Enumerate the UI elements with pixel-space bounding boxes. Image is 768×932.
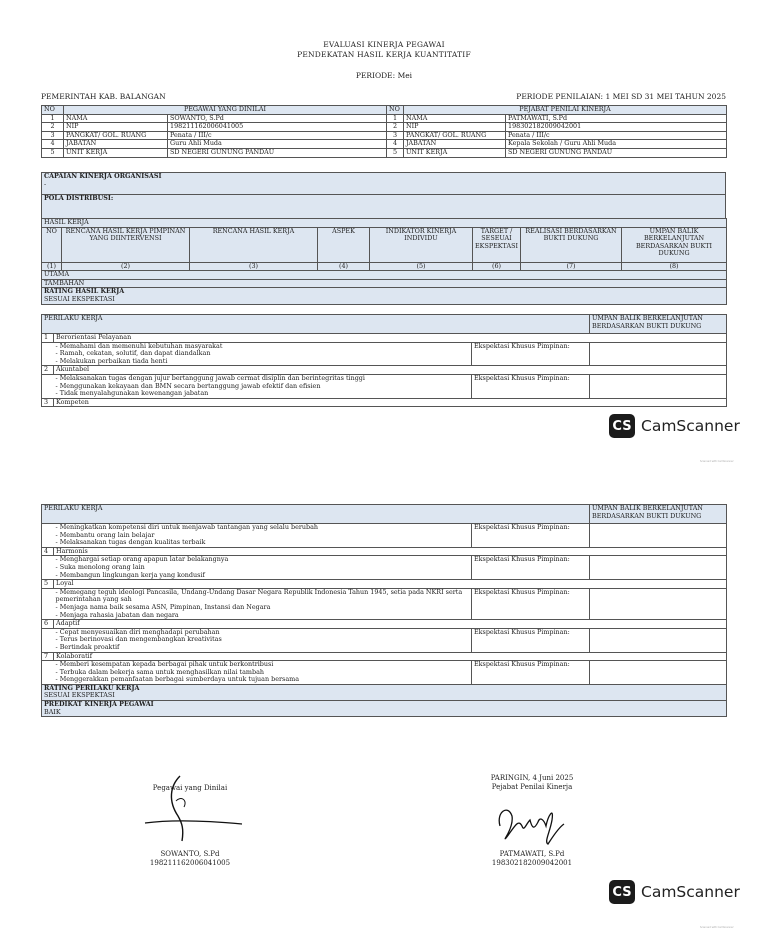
predikat-value: BAIK — [44, 707, 61, 716]
row-no-2: 2 — [387, 123, 404, 132]
perilaku-category-row — [42, 620, 727, 629]
pegawai-table — [41, 105, 727, 158]
row-no: 1 — [42, 114, 64, 123]
hasil-kerja-col-number: (5) — [370, 262, 473, 271]
perilaku-name: Kompeten — [54, 398, 727, 407]
pejabat-header: PEJABAT PENILAI KINERJA — [404, 106, 727, 115]
ekspektasi-label: Ekspektasi Khusus Pimpinan: — [472, 556, 590, 580]
hasil-kerja-col-header: TARGET / SESEUAI EKSPEKTASI — [473, 227, 521, 262]
hasil-kerja-col-header: UMPAN BALIK BERKELANJUTAN BERDASARKAN BUKTI DUKUNG — [622, 227, 727, 262]
perilaku-header-row — [42, 315, 727, 334]
perilaku-header: PERILAKU KERJA — [42, 315, 590, 334]
umpan-balik-cell — [590, 628, 727, 652]
left-role: Pegawai yang Dinilai — [152, 784, 228, 792]
perilaku-indent — [42, 661, 54, 685]
row-label-2: JABATAN — [404, 140, 506, 149]
umpan-balik-cell — [590, 556, 727, 580]
perilaku-indent — [42, 628, 54, 652]
row-no-2: 3 — [387, 131, 404, 140]
perilaku-indent — [42, 374, 54, 398]
perilaku-name: Berorientasi Pelayanan — [54, 334, 727, 343]
perilaku-items-row — [42, 342, 727, 366]
row-label-2: NIP — [404, 123, 506, 132]
perilaku-items — [54, 374, 472, 398]
right-signer-block — [432, 850, 632, 868]
capaian-label: CAPAIAN KINERJA ORGANISASI — [44, 172, 162, 180]
perilaku-item: - Suka menolong orang lain — [55, 562, 145, 571]
pegawai-row — [42, 131, 727, 140]
ekspektasi-label: Ekspektasi Khusus Pimpinan: — [472, 588, 590, 619]
row-label-2: NAMA — [404, 114, 506, 123]
no-header-2: NO — [387, 106, 404, 115]
pejabat-value: Kepala Sekolah / Guru Ahli Muda — [506, 140, 727, 149]
camscanner-text: CamScanner — [641, 417, 740, 435]
perilaku-no: 4 — [42, 547, 54, 556]
row-label: UNIT KERJA — [64, 148, 168, 157]
perilaku-name: Loyal — [54, 580, 727, 589]
pejabat-value: 198302182009042001 — [506, 123, 727, 132]
hasil-kerja-col-number: (1) — [42, 262, 62, 271]
hasil-kerja-col-header: RENCANA HASIL KERJA — [190, 227, 318, 262]
capaian-value: - — [44, 179, 47, 188]
perilaku-item: - Melaksanakan tugas dengan kualitas terbaik — [55, 538, 206, 547]
umpan-balik-header-2: UMPAN BALIK BERKELANJUTAN BERDASARKAN BUKTI DUKUNG — [590, 505, 727, 524]
pegawai-header: PEGAWAI YANG DINILAI — [64, 106, 387, 115]
perilaku-items — [54, 524, 472, 548]
perilaku-item: - Bertindak proaktif — [55, 642, 120, 651]
document-title — [0, 40, 768, 60]
perilaku-items — [54, 556, 472, 580]
camscanner-watermark-1 — [609, 414, 740, 438]
perilaku-indent — [42, 588, 54, 619]
hasil-kerja-col-number: (4) — [318, 262, 370, 271]
perilaku-item: - Menggerakkan pemanfaatan berbagai sumberdaya untuk tujuan bersama — [55, 675, 300, 684]
row-label: NIP — [64, 123, 168, 132]
camscanner-watermark-2 — [609, 880, 740, 904]
left-signature-image — [140, 771, 250, 843]
perilaku-item: - Membantu orang lain belajar — [55, 530, 155, 539]
hasil-kerja-col-header: RENCANA HASIL KERJA PIMPINAN YANG DIINTERVENSI — [62, 227, 190, 262]
perilaku-item: - Menggunakan kekayaan dan BMN secara bertanggung jawab efektif dan efisien — [55, 381, 321, 390]
predikat-cell — [42, 701, 727, 717]
hasil-kerja-col-header: REALISASI BERDASARKAN BUKTI DUKUNG — [521, 227, 622, 262]
perilaku-header-2: PERILAKU KERJA — [42, 505, 590, 524]
perilaku-category-row — [42, 398, 727, 407]
camscanner-logo-icon-2: CS — [609, 880, 635, 904]
rating-hasil-cell — [42, 288, 727, 304]
perilaku-name: Akuntabel — [54, 366, 727, 375]
row-no-2: 1 — [387, 114, 404, 123]
perilaku-category-row — [42, 334, 727, 343]
pegawai-value: 198211162006041005 — [168, 123, 387, 132]
left-nip: 198211162006041005 — [149, 859, 231, 867]
row-label: NAMA — [64, 114, 168, 123]
ekspektasi-label: Ekspektasi Khusus Pimpinan: — [472, 661, 590, 685]
perilaku-items — [54, 628, 472, 652]
hasil-kerja-col-header: NO — [42, 227, 62, 262]
row-label-2: UNIT KERJA — [404, 148, 506, 157]
pegawai-table-header — [42, 106, 727, 115]
header-line — [41, 92, 726, 101]
perilaku-item: - Melakukan perbaikan tiada henti — [55, 356, 168, 365]
pegawai-value: Guru Ahli Muda — [168, 140, 387, 149]
pejabat-value: Penata / III/c — [506, 131, 727, 140]
perilaku-no: 2 — [42, 366, 54, 375]
right-nip: 198302182009042001 — [491, 859, 573, 867]
perilaku-item: - Memberi kesempatan kepada berbagai pihak untuk berkontribusi — [55, 660, 274, 669]
row-label-2: PANGKAT/ GOL. RUANG — [404, 131, 506, 140]
perilaku-items-row — [42, 374, 727, 398]
right-name: PATMAWATI, S.Pd — [499, 850, 565, 858]
hasil-kerja-col-number: (8) — [622, 262, 727, 271]
pegawai-row — [42, 148, 727, 157]
row-no-2: 5 — [387, 148, 404, 157]
perilaku-items-row — [42, 628, 727, 652]
ekspektasi-label: Ekspektasi Khusus Pimpinan: — [472, 524, 590, 548]
ekspektasi-label: Ekspektasi Khusus Pimpinan: — [472, 374, 590, 398]
perilaku-item: - Terus berinovasi dan mengembangkan kreativitas — [55, 635, 222, 644]
hasil-kerja-columns — [42, 227, 727, 262]
perilaku-header-row-2 — [42, 505, 727, 524]
perilaku-item: - Membangun lingkungan kerja yang kondusif — [55, 570, 205, 579]
perilaku-items-row — [42, 588, 727, 619]
row-no: 4 — [42, 140, 64, 149]
perilaku-indent — [42, 524, 54, 548]
utama-label: UTAMA — [42, 271, 727, 280]
perilaku-no: 5 — [42, 580, 54, 589]
periode-label: PERIODE: Mei — [355, 71, 413, 80]
umpan-balik-header: UMPAN BALIK BERKELANJUTAN BERDASARKAN BUKTI DUKUNG — [590, 315, 727, 334]
pejabat-value: SD NEGERI GUNUNG PANDAU — [506, 148, 727, 157]
capaian-table — [41, 172, 726, 219]
pejabat-value: PATMAWATI, S.Pd — [506, 114, 727, 123]
perilaku-name: Harmonis — [54, 547, 727, 556]
perilaku-item: - Tidak menyalahgunakan kewenangan jabatan — [55, 389, 209, 398]
pegawai-row — [42, 123, 727, 132]
perilaku-indent — [42, 342, 54, 366]
camscanner-text-2: CamScanner — [641, 883, 740, 901]
row-label: PANGKAT/ GOL. RUANG — [64, 131, 168, 140]
instansi-label: PEMERINTAH KAB. BALANGAN — [41, 92, 166, 101]
umpan-balik-cell — [590, 661, 727, 685]
rating-perilaku-value: SESUAI EKSPEKTASI — [44, 691, 115, 700]
perilaku-table-1 — [41, 314, 727, 407]
perilaku-item: - Melaksanakan tugas dengan jujur bertanggung jawab cermat disiplin dan berintegritas tinggi — [55, 373, 365, 382]
row-no: 3 — [42, 131, 64, 140]
left-signer-block — [90, 850, 290, 868]
pegawai-value: SOWANTO, S.Pd — [168, 114, 387, 123]
rating-perilaku-label: RATING PERILAKU KERJA — [44, 683, 140, 692]
perilaku-no: 1 — [42, 334, 54, 343]
perilaku-indent — [42, 556, 54, 580]
hasil-kerja-col-header: ASPEK — [318, 227, 370, 262]
hasil-kerja-col-number: (6) — [473, 262, 521, 271]
right-role: Pejabat Penilai Kinerja — [491, 783, 573, 791]
umpan-balik-cell — [590, 342, 727, 366]
hasil-kerja-label: HASIL KERJA — [42, 219, 727, 228]
right-signature-image — [492, 798, 572, 848]
perilaku-no: 3 — [42, 398, 54, 407]
perilaku-category-row — [42, 580, 727, 589]
perilaku-item: - Meningkatkan kompetensi diri untuk menjawab tantangan yang selalu berubah — [55, 523, 319, 531]
pegawai-value: SD NEGERI GUNUNG PANDAU — [168, 148, 387, 157]
pegawai-row — [42, 140, 727, 149]
tambahan-label: TAMBAHAN — [42, 279, 727, 288]
perilaku-name: Kolaboratif — [54, 652, 727, 661]
predikat-label: PREDIKAT KINERJA PEGAWAI — [44, 700, 154, 709]
camscanner-tiny-1: Scanned with CamScanner — [700, 460, 734, 463]
rating-perilaku-cell — [42, 684, 727, 700]
perilaku-item: - Menjaga nama baik sesama ASN, Pimpinan, Instansi dan Negara — [55, 602, 271, 611]
left-name: SOWANTO, S.Pd — [160, 850, 220, 858]
rating-hasil-value: SESUAI EKSPEKTASI — [44, 294, 115, 303]
hasil-kerja-col-number: (2) — [62, 262, 190, 271]
hasil-kerja-table — [41, 218, 727, 305]
capaian-cell — [42, 173, 726, 195]
row-no-2: 4 — [387, 140, 404, 149]
perilaku-no: 6 — [42, 620, 54, 629]
row-no: 2 — [42, 123, 64, 132]
rating-hasil-label: RATING HASIL KERJA — [44, 287, 125, 296]
perilaku-name: Adaptif — [54, 620, 727, 629]
pola-cell — [42, 195, 726, 219]
document-page-2 — [0, 466, 768, 932]
perilaku-item: - Cepat menyesuaikan diri menghadapi perubahan — [55, 627, 220, 636]
hasil-kerja-col-header: INDIKATOR KINERJA INDIVIDU — [370, 227, 473, 262]
perilaku-item: - Menjaga rahasia jabatan dan negara — [55, 610, 179, 619]
umpan-balik-cell — [590, 374, 727, 398]
ekspektasi-label: Ekspektasi Khusus Pimpinan: — [472, 628, 590, 652]
perilaku-items-row — [42, 661, 727, 685]
hasil-kerja-col-number: (7) — [521, 262, 622, 271]
perilaku-item: - Memegang teguh ideologi Pancasila, Undang-Undang Dasar Negara Republik Indonesia Tahun 1945, setia pada NKRI serta pemerintahan yang sah — [55, 587, 463, 604]
perilaku-item: - Menghargai setiap orang apapun latar belakangnya — [55, 555, 229, 564]
umpan-balik-cell — [590, 524, 727, 548]
perilaku-items-row — [42, 524, 727, 548]
pegawai-value: Penata / III/c — [168, 131, 387, 140]
perilaku-item: - Ramah, cekatan, solutif, dan dapat diandalkan — [55, 349, 211, 358]
title-line-2: PENDEKATAN HASIL KERJA KUANTITATIF — [297, 50, 471, 59]
pola-label: POLA DISTRIBUSI: — [44, 194, 114, 202]
no-header: NO — [42, 106, 64, 115]
place-date: PARINGIN, 4 Juni 2025 — [490, 774, 574, 782]
perilaku-items-row — [42, 556, 727, 580]
row-no: 5 — [42, 148, 64, 157]
periode-penilaian: PERIODE PENILAIAN: 1 MEI SD 31 MEI TAHUN 2025 — [516, 92, 726, 101]
hasil-kerja-number-row — [42, 262, 727, 271]
perilaku-table-2 — [41, 504, 727, 717]
perilaku-item: - Terbuka dalam bekerja sama untuk menghasilkan nilai tambah — [55, 667, 264, 676]
pegawai-row — [42, 114, 727, 123]
ekspektasi-label: Ekspektasi Khusus Pimpinan: — [472, 342, 590, 366]
camscanner-tiny-2: Scanned with CamScanner — [700, 926, 734, 929]
hasil-kerja-col-number: (3) — [190, 262, 318, 271]
umpan-balik-cell — [590, 588, 727, 619]
right-header-block — [432, 774, 632, 792]
perilaku-items — [54, 342, 472, 366]
perilaku-no: 7 — [42, 652, 54, 661]
perilaku-item: - Memahami dan memenuhi kebutuhan masyarakat — [55, 341, 223, 350]
row-label: JABATAN — [64, 140, 168, 149]
perilaku-items — [54, 588, 472, 619]
perilaku-items — [54, 661, 472, 685]
camscanner-logo-icon: CS — [609, 414, 635, 438]
title-line-1: EVALUASI KINERJA PEGAWAI — [323, 40, 445, 49]
